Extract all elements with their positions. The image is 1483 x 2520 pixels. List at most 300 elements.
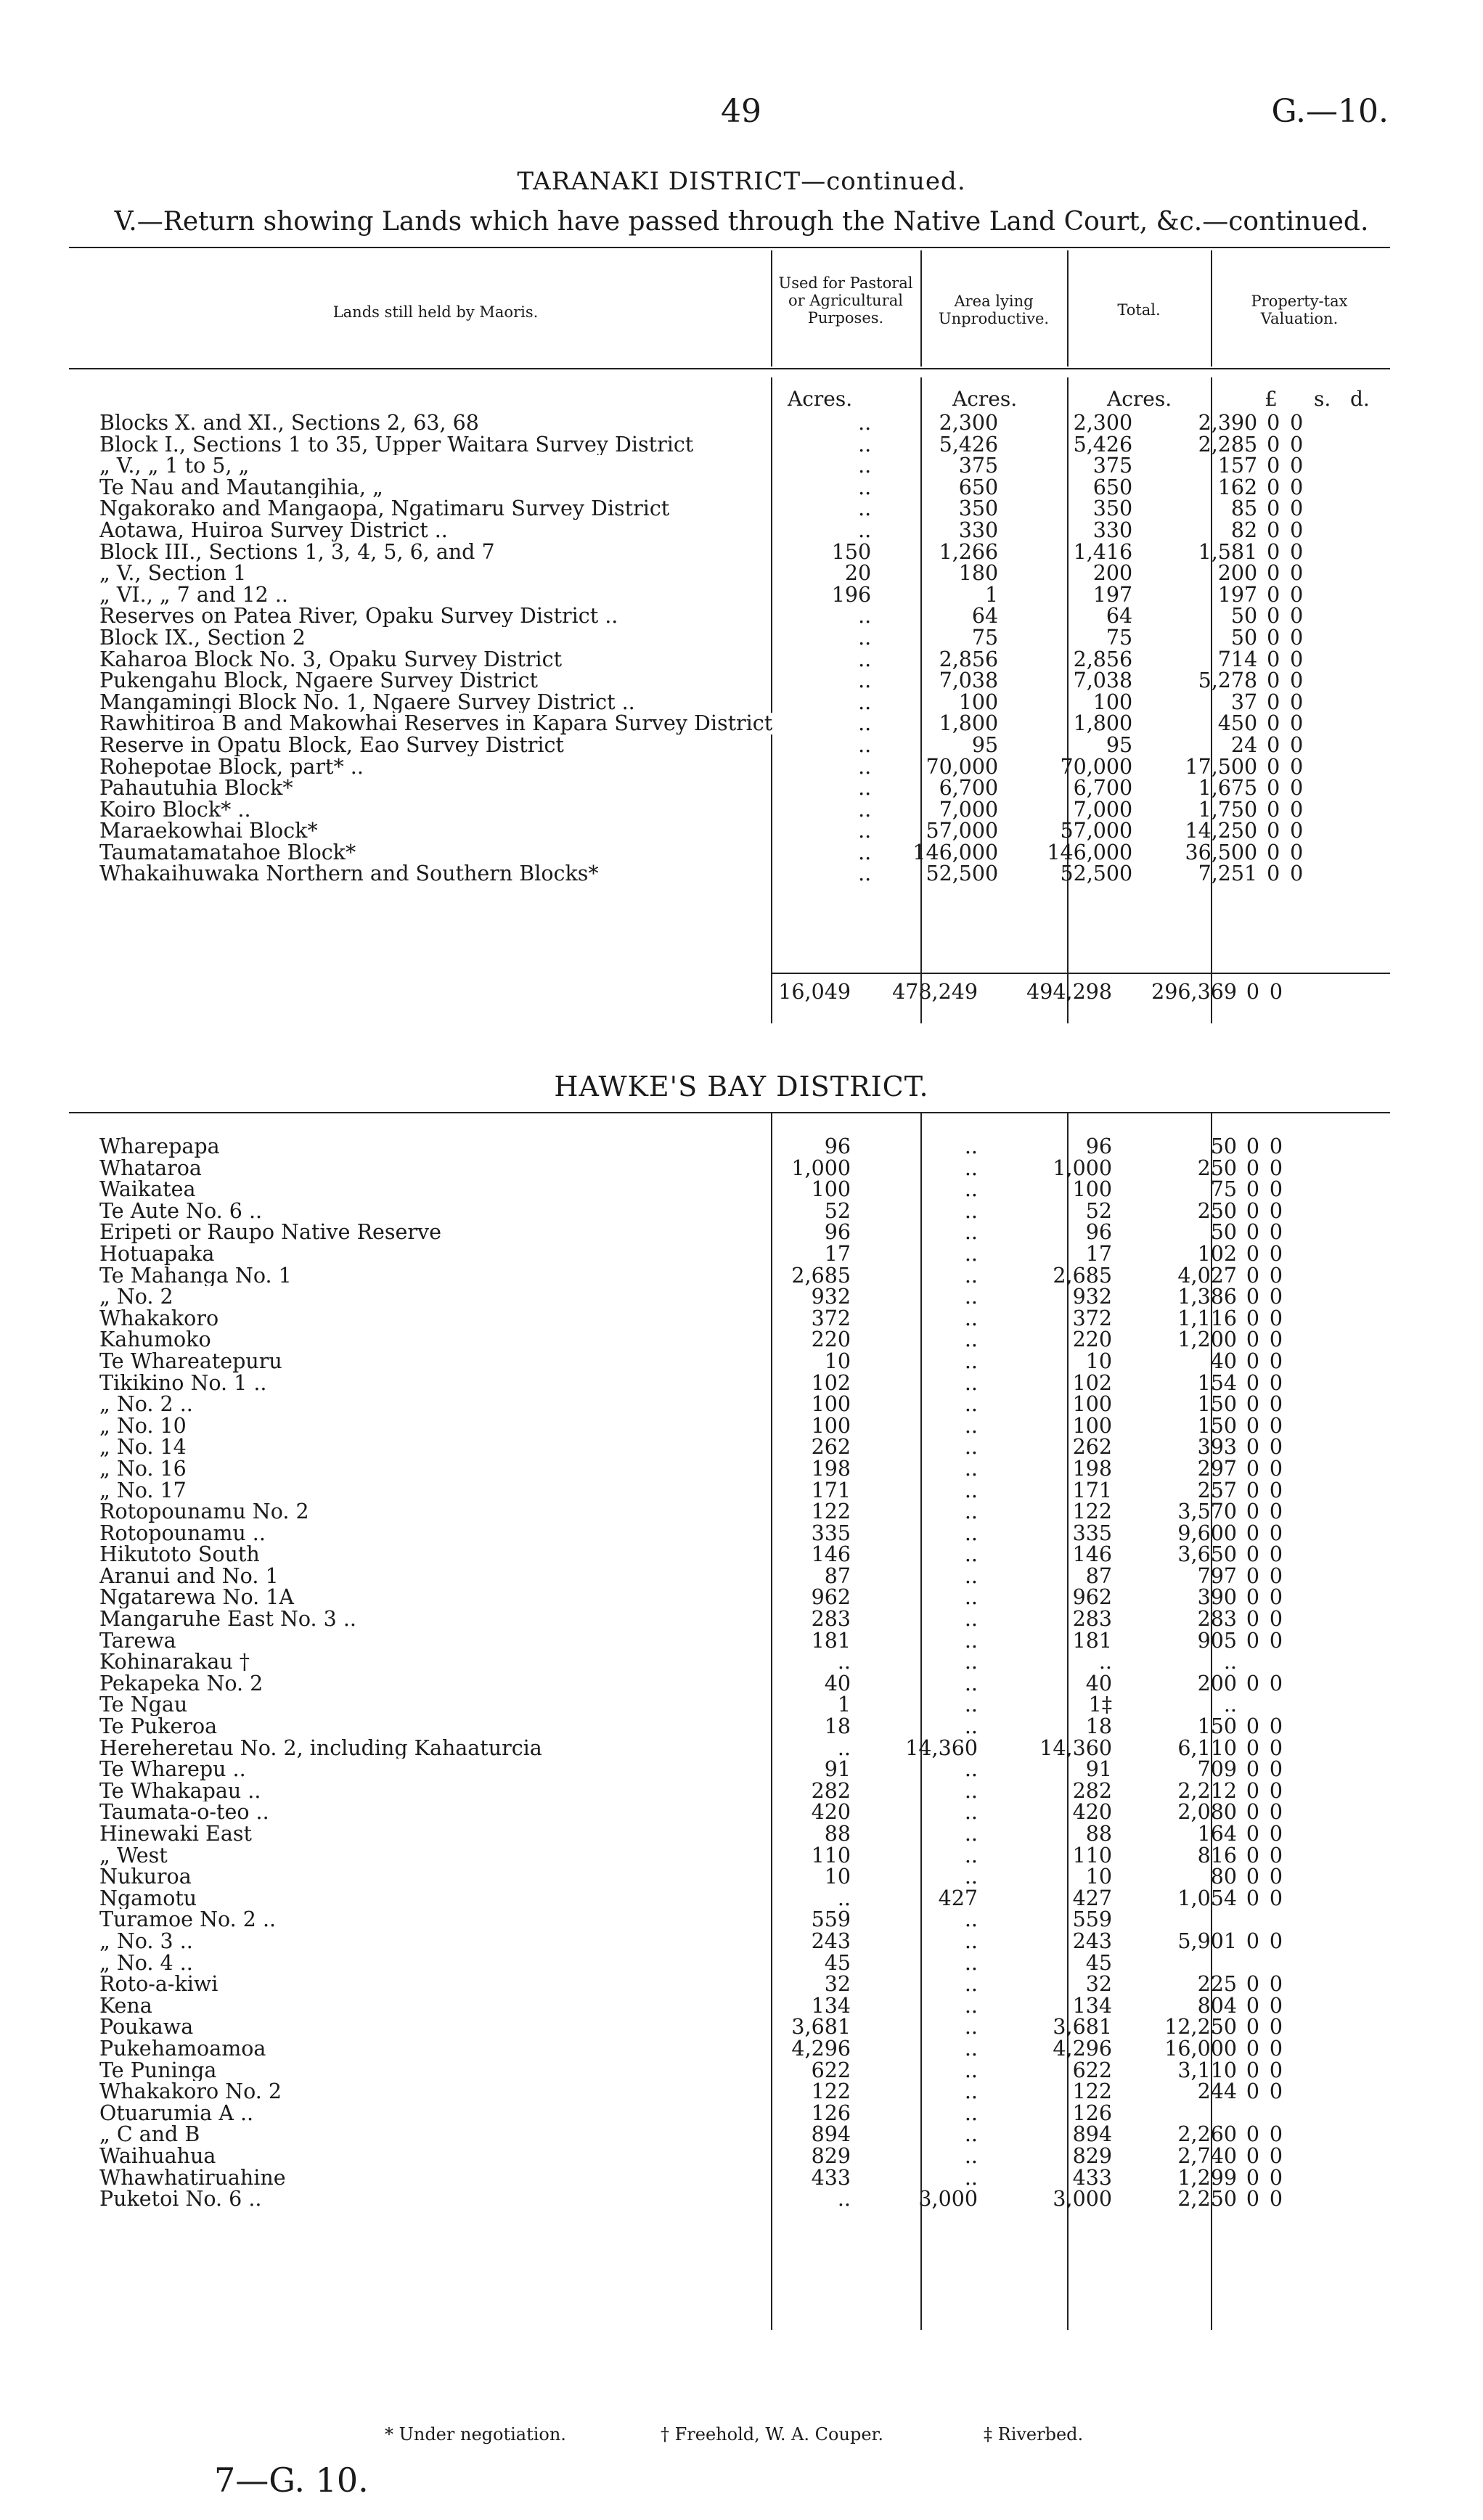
pastoral-acres: 171 <box>811 1479 851 1502</box>
pastoral-acres: 20 <box>844 562 872 584</box>
pastoral-acres: .. <box>837 2188 851 2210</box>
unproductive-acres: .. <box>964 1672 978 1695</box>
total-acres: 10 <box>1085 1866 1112 1888</box>
valuation-shillings: 0 <box>1246 1457 1260 1480</box>
unproductive-acres: 14,360 <box>905 1737 978 1759</box>
totals-pence: 0 <box>1269 981 1283 1003</box>
unproductive-acres: .. <box>964 1436 978 1458</box>
land-name-text: Whakakoro <box>99 1308 223 1330</box>
valuation-pence: 0 <box>1290 863 1304 885</box>
total-acres: 962 <box>1072 1587 1112 1609</box>
land-name-text: Rotopounamu No. 2 <box>99 1501 314 1523</box>
unproductive-acres: .. <box>964 1694 978 1717</box>
total-acres: 1,416 <box>1073 541 1133 563</box>
land-name <box>99 1394 756 1415</box>
table-row <box>99 1286 1288 1308</box>
land-name <box>99 412 777 434</box>
valuation-pounds: 5,901 <box>1177 1930 1237 1952</box>
table-row <box>99 1866 1288 1888</box>
total-acres: 32 <box>1085 1973 1112 1995</box>
total-acres: 1‡ <box>1088 1694 1112 1717</box>
unproductive-acres: 7,038 <box>939 670 999 692</box>
land-name-text: Whawhatiruahine <box>99 2167 290 2189</box>
col-header-lands: Lands still held by Maoris. <box>332 303 539 321</box>
units-shillings: s. <box>1314 387 1331 411</box>
valuation-pounds: 24 <box>1230 734 1258 756</box>
valuation-pounds: 709 <box>1197 1759 1237 1780</box>
table-row <box>99 1351 1288 1372</box>
valuation-pounds: 2,212 <box>1177 1780 1237 1802</box>
col-header-valuation: Property-tax Valuation. <box>1251 292 1348 327</box>
pastoral-acres: .. <box>858 713 872 735</box>
valuation-pounds: 150 <box>1197 1415 1237 1437</box>
pastoral-acres: .. <box>858 670 872 692</box>
pastoral-acres: .. <box>858 626 872 649</box>
table-row <box>99 1931 1288 1952</box>
land-name-text: „ West <box>99 1845 172 1867</box>
valuation-pence: 0 <box>1269 1329 1283 1351</box>
table-row <box>99 1823 1288 1845</box>
valuation-pence: 0 <box>1269 1286 1283 1308</box>
pastoral-acres: .. <box>858 820 872 842</box>
taranaki-table <box>99 412 1308 885</box>
unproductive-acres: 427 <box>938 1887 978 1910</box>
total-acres: 87 <box>1085 1565 1112 1587</box>
land-name <box>99 1673 756 1695</box>
valuation-pounds: 36,500 <box>1185 841 1258 864</box>
pastoral-acres: 91 <box>824 1759 851 1780</box>
valuation-pence: 0 <box>1269 1930 1283 1952</box>
unproductive-acres: .. <box>964 1866 978 1888</box>
valuation-shillings: 0 <box>1267 498 1280 520</box>
land-name-text: Otuarumia A .. <box>99 2103 258 2124</box>
table-row <box>99 1372 1288 1394</box>
valuation-pounds: 297 <box>1197 1457 1237 1480</box>
valuation-shillings: 0 <box>1267 433 1280 456</box>
table-row <box>99 1738 1288 1759</box>
unproductive-acres: .. <box>964 1329 978 1351</box>
land-name-text: Koiro Block* .. <box>99 799 256 821</box>
valuation-pence: 0 <box>1290 519 1304 541</box>
pastoral-acres: 40 <box>824 1672 851 1695</box>
pastoral-acres: 420 <box>811 1801 851 1823</box>
pastoral-acres: 52 <box>824 1200 851 1222</box>
land-name-text: Taumata-o-teo .. <box>99 1801 274 1823</box>
table-row <box>99 1480 1288 1502</box>
total-acres: 200 <box>1092 562 1133 584</box>
total-acres: 198 <box>1072 1457 1112 1480</box>
valuation-pounds: 164 <box>1197 1823 1237 1845</box>
table-row <box>99 2145 1288 2167</box>
total-acres: 1,000 <box>1053 1157 1112 1179</box>
total-acres: 2,685 <box>1053 1264 1112 1287</box>
land-name-text: „ No. 14 <box>99 1436 191 1458</box>
pastoral-acres: 122 <box>811 2081 851 2103</box>
valuation-shillings: 0 <box>1267 476 1280 499</box>
land-name <box>99 1308 756 1330</box>
land-name-text: Te Nau and Mautangihia, „ <box>99 477 388 499</box>
valuation-shillings: 0 <box>1246 1823 1260 1845</box>
total-acres: 335 <box>1072 1522 1112 1545</box>
unproductive-acres: .. <box>964 1222 978 1243</box>
valuation-pence: 0 <box>1269 1780 1283 1802</box>
land-name <box>99 1952 756 1974</box>
valuation-pence <box>1265 1694 1288 1716</box>
valuation-pounds <box>1144 1952 1241 1974</box>
valuation-pounds: 816 <box>1197 1844 1237 1867</box>
pastoral-acres: 110 <box>811 1844 851 1867</box>
land-name <box>99 756 777 778</box>
table-row <box>99 1952 1288 1974</box>
unproductive-acres: 95 <box>971 734 999 756</box>
unproductive-acres: .. <box>964 2037 978 2060</box>
total-acres: 433 <box>1072 2167 1112 2189</box>
valuation-shillings: 0 <box>1246 1844 1260 1867</box>
total-acres: 75 <box>1106 626 1133 649</box>
valuation-shillings: 0 <box>1267 777 1280 799</box>
total-acres: 330 <box>1092 519 1133 541</box>
valuation-shillings: 0 <box>1246 1243 1260 1265</box>
land-name-text: Whakakoro No. 2 <box>99 2081 286 2103</box>
pastoral-acres: .. <box>858 798 872 821</box>
valuation-pence: 0 <box>1269 2167 1283 2189</box>
table-row <box>99 412 1308 434</box>
valuation-pence: 0 <box>1269 1759 1283 1780</box>
valuation-pounds: .. <box>1223 1651 1237 1673</box>
pastoral-acres: .. <box>858 863 872 885</box>
totals-valuation: 296,369 <box>1151 981 1237 1003</box>
valuation-shillings: 0 <box>1246 2188 1260 2210</box>
valuation-pence: 0 <box>1269 2037 1283 2060</box>
valuation-shillings: 0 <box>1246 1716 1260 1738</box>
valuation-pounds: 250 <box>1197 1157 1237 1179</box>
land-name <box>99 799 777 821</box>
valuation-pence: 0 <box>1290 777 1304 799</box>
valuation-pounds <box>1144 2103 1241 2124</box>
units-pound: £ <box>1265 387 1278 411</box>
valuation-shillings: 0 <box>1246 1629 1260 1652</box>
total-acres: 96 <box>1085 1222 1112 1243</box>
valuation-shillings: 0 <box>1267 605 1280 627</box>
valuation-pounds: 2,740 <box>1177 2145 1237 2167</box>
land-name <box>99 1436 756 1458</box>
table-row <box>99 649 1308 671</box>
valuation-pounds: 3,650 <box>1177 1544 1237 1566</box>
table-row <box>99 1501 1288 1523</box>
valuation-shillings: 0 <box>1246 1307 1260 1330</box>
valuation-shillings: 0 <box>1246 2016 1260 2038</box>
pastoral-acres: 559 <box>811 1909 851 1931</box>
page-signature: 7—G. 10. <box>214 2460 369 2500</box>
totals-row <box>99 981 1288 1003</box>
total-acres: 220 <box>1072 1329 1112 1351</box>
unproductive-acres: .. <box>964 2059 978 2082</box>
table-row <box>99 842 1308 864</box>
land-name <box>99 1415 756 1437</box>
valuation-pence: 0 <box>1290 648 1304 671</box>
footnote-freehold: † Freehold, W. A. Couper. <box>661 2424 883 2445</box>
land-name-text: „ No. 2 .. <box>99 1394 197 1415</box>
valuation-pounds: 257 <box>1197 1479 1237 1502</box>
valuation-pounds: .. <box>1223 1694 1237 1717</box>
valuation-pounds: 225 <box>1197 1973 1237 1995</box>
land-name-text: Aranui and No. 1 <box>99 1566 283 1587</box>
land-name-text: Nukuroa <box>99 1866 196 1888</box>
land-name <box>99 1286 756 1308</box>
land-name-text: Ngamotu <box>99 1888 201 1910</box>
table-row <box>99 2103 1288 2124</box>
table-row <box>99 1158 1288 1179</box>
unproductive-acres: 7,000 <box>939 798 999 821</box>
land-name-text: Ngakorako and Mangaopa, Ngatimaru Survey District <box>99 498 674 520</box>
unproductive-acres: .. <box>964 2081 978 2103</box>
total-acres: 427 <box>1072 1887 1112 1910</box>
valuation-shillings: 0 <box>1246 1995 1260 2017</box>
units-acres: Acres. <box>788 387 853 411</box>
unproductive-acres: .. <box>964 1995 978 2017</box>
valuation-shillings: 0 <box>1246 1759 1260 1780</box>
unproductive-acres: .. <box>964 1716 978 1738</box>
valuation-pounds: 714 <box>1217 648 1258 671</box>
unproductive-acres: 330 <box>958 519 999 541</box>
pastoral-acres: 126 <box>811 2102 851 2124</box>
valuation-pence: 0 <box>1269 1995 1283 2017</box>
pastoral-acres: 96 <box>824 1136 851 1158</box>
valuation-shillings: 0 <box>1246 1501 1260 1523</box>
land-name-text: Pahautuhia Block* <box>99 777 298 799</box>
total-acres: 134 <box>1072 1995 1112 2017</box>
pastoral-acres: 2,685 <box>791 1264 851 1287</box>
valuation-pounds: 6,110 <box>1177 1737 1237 1759</box>
valuation-shillings: 0 <box>1267 412 1280 434</box>
valuation-pence: 0 <box>1290 476 1304 499</box>
pastoral-acres: .. <box>837 1887 851 1910</box>
pastoral-acres: 962 <box>811 1587 851 1609</box>
valuation-shillings: 0 <box>1267 798 1280 821</box>
valuation-pence: 0 <box>1269 1801 1283 1823</box>
table-row <box>99 605 1308 627</box>
valuation-pence: 0 <box>1290 798 1304 821</box>
valuation-pence: 0 <box>1269 1200 1283 1222</box>
unproductive-acres: .. <box>964 1136 978 1158</box>
pastoral-acres: .. <box>837 1651 851 1673</box>
valuation-pence: 0 <box>1290 626 1304 649</box>
total-acres: 283 <box>1072 1608 1112 1630</box>
land-name <box>99 1651 756 1673</box>
unproductive-acres: 1,266 <box>939 541 999 563</box>
unproductive-acres: .. <box>964 1307 978 1330</box>
land-name-text: Poukawa <box>99 2016 197 2038</box>
valuation-shillings: 0 <box>1246 1179 1260 1200</box>
land-name-text: Rawhitiroa B and Makowhai Reserves in Kapara Survey District <box>99 713 777 735</box>
table-row <box>99 799 1308 821</box>
valuation-pounds: 80 <box>1210 1866 1237 1888</box>
table-row <box>99 2081 1288 2103</box>
land-name-text: Hereheretau No. 2, including Kahaaturcia <box>99 1738 547 1759</box>
valuation-shillings: 0 <box>1246 1286 1260 1308</box>
valuation-shillings: 0 <box>1267 648 1280 671</box>
land-name <box>99 2188 756 2210</box>
valuation-pounds: 1,116 <box>1177 1307 1237 1330</box>
valuation-shillings: 0 <box>1246 1973 1260 1995</box>
valuation-shillings: 0 <box>1246 1350 1260 1372</box>
unproductive-acres: 5,426 <box>939 433 999 456</box>
land-name <box>99 1909 756 1931</box>
header-top-rule <box>69 247 1390 248</box>
land-name-text: Eripeti or Raupo Native Reserve <box>99 1222 446 1243</box>
hawkes-bay-title: HAWKE'S BAY DISTRICT. <box>554 1071 929 1102</box>
pastoral-acres: 220 <box>811 1329 851 1351</box>
total-acres: 100 <box>1072 1179 1112 1200</box>
valuation-shillings: 0 <box>1246 1372 1260 1394</box>
total-acres: 3,681 <box>1053 2016 1112 2038</box>
unproductive-acres: .. <box>964 1479 978 1502</box>
land-name-text: Aotawa, Huiroa Survey District .. <box>99 520 452 541</box>
land-name-text: Te Whakapau .. <box>99 1780 265 1802</box>
valuation-pounds: 905 <box>1197 1629 1237 1652</box>
table-row <box>99 1759 1288 1780</box>
valuation-pence: 0 <box>1290 820 1304 842</box>
valuation-pounds: 50 <box>1230 626 1258 649</box>
table-row <box>99 777 1308 799</box>
valuation-pounds: 37 <box>1230 691 1258 713</box>
taranaki-totals <box>99 981 1288 1003</box>
table-row <box>99 455 1308 477</box>
valuation-pence: 0 <box>1269 1307 1283 1330</box>
unproductive-acres: .. <box>964 1372 978 1394</box>
pastoral-acres: .. <box>858 756 872 778</box>
land-name-text: „ No. 3 .. <box>99 1931 197 1952</box>
valuation-shillings <box>1241 1909 1265 1931</box>
valuation-pence: 0 <box>1290 841 1304 864</box>
pastoral-acres: 45 <box>824 1952 851 1974</box>
valuation-pence: 0 <box>1269 1844 1283 1867</box>
pastoral-acres: 146 <box>811 1544 851 1566</box>
valuation-shillings: 0 <box>1246 2167 1260 2189</box>
table-row <box>99 1415 1288 1437</box>
land-name-text: Te Whareatepuru <box>99 1351 287 1372</box>
table-row <box>99 1566 1288 1587</box>
total-acres: 91 <box>1085 1759 1112 1780</box>
valuation-pence: 0 <box>1290 670 1304 692</box>
land-name <box>99 1265 756 1287</box>
total-acres: 2,300 <box>1073 412 1133 434</box>
valuation-pounds: 3,570 <box>1177 1501 1237 1523</box>
land-name-text: Mangamingi Block No. 1, Ngaere Survey District .. <box>99 692 640 713</box>
valuation-pence: 0 <box>1269 1264 1283 1287</box>
valuation-pounds: 1,581 <box>1198 541 1258 563</box>
unproductive-acres: .. <box>964 1844 978 1867</box>
valuation-shillings: 0 <box>1246 1394 1260 1415</box>
pastoral-acres: 87 <box>824 1565 851 1587</box>
totals-shillings: 0 <box>1246 981 1260 1003</box>
land-name <box>99 498 777 520</box>
valuation-pence: 0 <box>1269 1415 1283 1437</box>
land-name <box>99 649 777 671</box>
valuation-shillings: 0 <box>1246 1608 1260 1630</box>
unproductive-acres: .. <box>964 1587 978 1609</box>
land-name-text: Te Wharepu .. <box>99 1759 250 1780</box>
total-acres: 3,000 <box>1053 2188 1112 2210</box>
land-name-text: „ No. 10 <box>99 1415 191 1437</box>
unproductive-acres: .. <box>964 1909 978 1931</box>
land-name-text: Te Puninga <box>99 2060 221 2082</box>
pastoral-acres: 196 <box>831 584 872 606</box>
pastoral-acres: 1,000 <box>791 1157 851 1179</box>
valuation-pounds: 40 <box>1210 1350 1237 1372</box>
valuation-pounds: 797 <box>1197 1565 1237 1587</box>
totals-label <box>99 981 756 1003</box>
land-name-text: Rohepotae Block, part* .. <box>99 756 368 778</box>
land-name <box>99 2016 756 2038</box>
total-acres: 40 <box>1085 1672 1112 1695</box>
valuation-pence: 0 <box>1269 1394 1283 1415</box>
total-acres: 171 <box>1072 1479 1112 1502</box>
unproductive-acres: .. <box>964 1759 978 1780</box>
district-title: TARANAKI DISTRICT—continued. <box>517 167 966 196</box>
table-row <box>99 1308 1288 1330</box>
pastoral-acres: 4,296 <box>791 2037 851 2060</box>
pastoral-acres: 100 <box>811 1179 851 1200</box>
unproductive-acres: .. <box>964 1415 978 1437</box>
valuation-pence: 0 <box>1269 1157 1283 1179</box>
total-acres: 5,426 <box>1073 433 1133 456</box>
total-acres: 4,296 <box>1053 2037 1112 2060</box>
pastoral-acres: .. <box>837 1737 851 1759</box>
unproductive-acres: .. <box>964 2124 978 2145</box>
table-row <box>99 1436 1288 1458</box>
total-acres: 262 <box>1072 1436 1112 1458</box>
land-name <box>99 1738 756 1759</box>
pastoral-acres: 10 <box>824 1866 851 1888</box>
unproductive-acres: .. <box>964 1544 978 1566</box>
land-name <box>99 670 777 692</box>
pastoral-acres: .. <box>858 433 872 456</box>
valuation-pence: 0 <box>1269 1629 1283 1652</box>
total-acres: 146 <box>1072 1544 1112 1566</box>
valuation-shillings: 0 <box>1267 713 1280 735</box>
land-name <box>99 1544 756 1566</box>
valuation-pounds: 804 <box>1197 1995 1237 2017</box>
land-name <box>99 1243 756 1265</box>
pastoral-acres: .. <box>858 476 872 499</box>
table-row <box>99 1694 1288 1716</box>
total-acres: 2,856 <box>1073 648 1133 671</box>
pastoral-acres: 283 <box>811 1608 851 1630</box>
valuation-shillings: 0 <box>1246 2059 1260 2082</box>
units-acres: Acres. <box>1107 387 1172 411</box>
total-acres: 96 <box>1085 1136 1112 1158</box>
unproductive-acres: .. <box>964 1200 978 1222</box>
valuation-shillings <box>1241 1651 1265 1673</box>
valuation-shillings: 0 <box>1246 1672 1260 1695</box>
valuation-pounds: 1,054 <box>1177 1887 1237 1910</box>
unproductive-acres: 1,800 <box>939 713 999 735</box>
pastoral-acres: 102 <box>811 1372 851 1394</box>
table-row <box>99 2188 1288 2210</box>
land-name <box>99 2167 756 2189</box>
table-row <box>99 735 1308 756</box>
table-row <box>99 1544 1288 1566</box>
valuation-pounds: 17,500 <box>1185 756 1258 778</box>
valuation-shillings: 0 <box>1267 691 1280 713</box>
table-row <box>99 520 1308 541</box>
valuation-pence: 0 <box>1290 756 1304 778</box>
unproductive-acres: .. <box>964 1457 978 1480</box>
pastoral-acres: .. <box>858 648 872 671</box>
land-name-text: Waikatea <box>99 1179 200 1200</box>
land-name-text: Waihuahua <box>99 2145 220 2167</box>
